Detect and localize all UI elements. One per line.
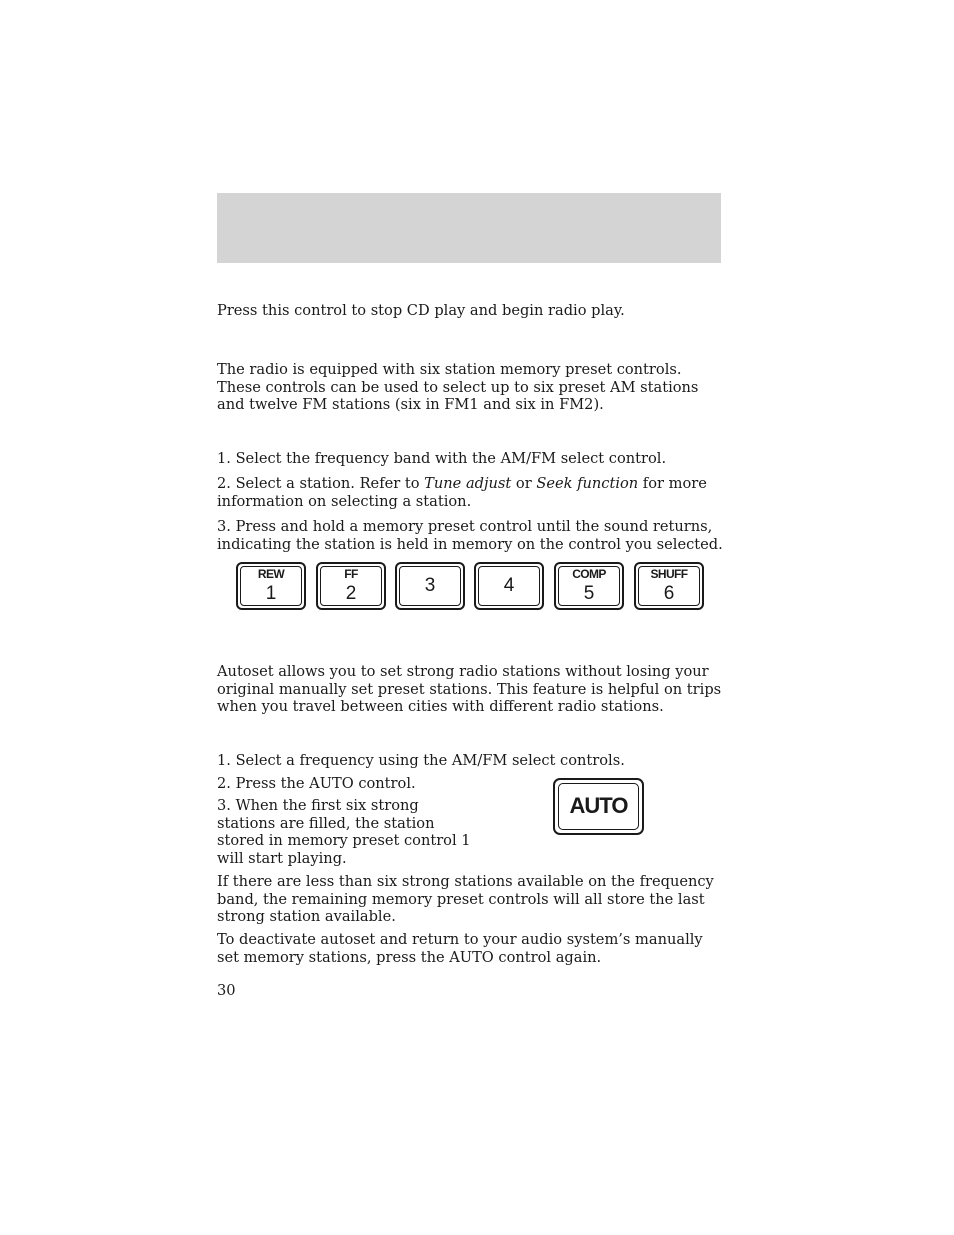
preset-5-label: COMP	[572, 567, 606, 581]
section-header-band	[217, 193, 721, 263]
autoset-intro-text: Autoset allows you to set strong radio stations without losing your original manually set preset stations. This feature is helpful on trips when you travel between cities with different radio stations.	[217, 663, 722, 715]
auto-step-3-text: 3. When the first six strong stations are filled, the station stored in memory preset control 1 will start playing.	[217, 797, 471, 867]
preset-2-number: 2	[345, 583, 357, 604]
deactivate-text: To deactivate autoset and return to your audio system’s manually set memory stations, press the AUTO control again.	[217, 931, 703, 966]
preset-6-number: 6	[663, 583, 675, 604]
preset-1-number: 1	[265, 583, 277, 604]
preset-button-6[interactable]	[634, 562, 704, 610]
preset-1-label: REW	[257, 567, 285, 581]
preset-6-label: SHUFF	[650, 567, 688, 581]
step-3-text: 3. Press and hold a memory preset control until the sound returns, indicating the station is held in memory on the control you selected.	[217, 518, 723, 553]
auto-button[interactable]	[553, 778, 644, 835]
preset-4-number: 4	[503, 575, 515, 596]
step-1-text: 1. Select the frequency band with the AM/FM select control.	[217, 450, 667, 467]
preset-button-5[interactable]	[554, 562, 624, 610]
presets-intro-text: The radio is equipped with six station memory preset controls. These controls can be used to select up to six preset AM stations and twelve FM stations (six in FM1 and six in FM2).	[217, 361, 699, 413]
preset-buttons-illustration	[236, 562, 708, 610]
preset-3-number: 3	[424, 575, 436, 596]
seek-function-ref: Seek function	[536, 475, 639, 492]
auto-step-2-text: 2. Press the AUTO control.	[217, 775, 416, 792]
preset-button-2[interactable]	[316, 562, 386, 610]
step-2-text	[217, 475, 727, 510]
less-than-six-text: If there are less than six strong stations available on the frequency band, the remaining memory preset controls will all store the last strong station available.	[217, 873, 714, 925]
step-2-pre: 2. Select a station. Refer to	[217, 475, 425, 492]
preset-button-3[interactable]	[395, 562, 465, 610]
cd-stop-text: Press this control to stop CD play and begin radio play.	[217, 302, 625, 319]
auto-button-label: AUTO	[569, 793, 628, 818]
preset-button-4[interactable]	[474, 562, 544, 610]
step-2-post: for more information on selecting a station.	[217, 475, 707, 510]
preset-5-number: 5	[583, 583, 595, 604]
auto-step-1-text: 1. Select a frequency using the AM/FM select controls.	[217, 752, 625, 769]
tune-adjust-ref: Tune adjust	[424, 475, 512, 492]
step-2-mid: or	[511, 475, 537, 492]
preset-button-1[interactable]	[236, 562, 306, 610]
preset-2-label: FF	[344, 567, 358, 581]
page-number: 30	[217, 982, 236, 999]
